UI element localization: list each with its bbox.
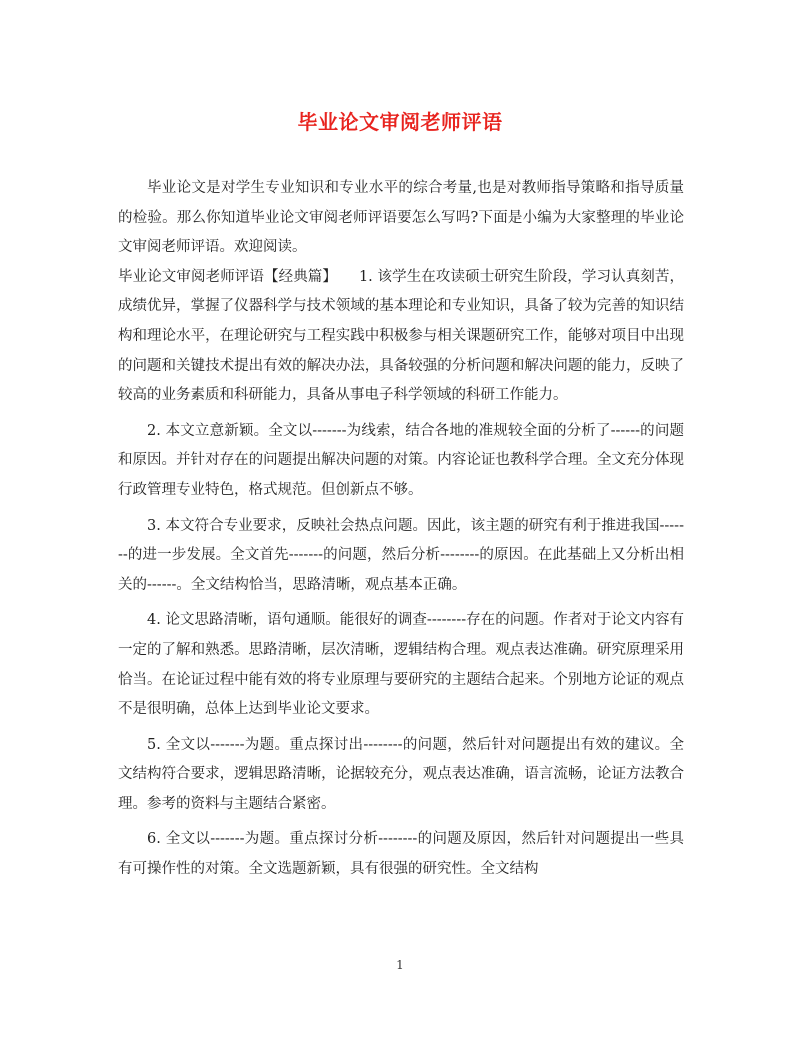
comment-paragraph-5: 5. 全文以-------为题。重点探讨出--------的问题，然后针对问题提出有效的建议。全文结构符合要求，逻辑思路清晰，论据较充分，观点表达准确，语言流畅，论证方法教合理。参考的资料与主题结合紧密。 [118, 736, 684, 812]
comment-paragraph-2: 2. 本文立意新颖。全文以-------为线索，结合各地的准规较全面的分析了------的问题和原因。并针对存在的问题提出解决问题的对策。内容论证也教科学合理。全文充分体现行政管理专业特色，格式规范。但创新点不够。 [118, 422, 684, 498]
page-number: 1 [396, 958, 404, 972]
comment-paragraph-6: 6. 全文以-------为题。重点探讨分析--------的问题及原因，然后针对问题提出一些具有可操作性的对策。全文选题新颖，具有很强的研究性。全文结构 [118, 831, 684, 878]
document-title: 毕业论文审阅老师评语 [297, 110, 503, 134]
document-body [118, 174, 684, 885]
comment-paragraph-3: 3. 本文符合专业要求，反映社会热点问题。因此，该主题的研究有利于推进我国-------的进一步发展。全文首先-------的问题，然后分析--------的原因。在此基础上又分析出相关的------。全文结构恰当，思路清晰，观点基本正确。 [118, 517, 684, 593]
comment-paragraph-1: 毕业论文审阅老师评语【经典篇】 1. 该学生在攻读硕士研究生阶段，学习认真刻苦，成绩优异，掌握了仪器科学与技术领域的基本理论和专业知识，具备了较为完善的知识结构和理论水平，在理论研究与工程实践中积极参与相关课题研究工作，能够对项目中出现的问题和关键技术提出有效的解决办法，具备较强的分析问题和解决问题的能力，反映了较高的业务素质和科研能力，具备从事电子科学领域的科研工作能力。 [118, 268, 684, 404]
comment-paragraph-4: 4. 论文思路清晰，语句通顺。能很好的调查--------存在的问题。作者对于论文内容有一定的了解和熟悉。思路清晰，层次清晰，逻辑结构合理。观点表达准确。研究原理采用恰当。在论证过程中能有效的将专业原理与要研究的主题结合起来。个别地方论证的观点不是很明确，总体上达到毕业论文要求。 [118, 612, 684, 718]
intro-paragraph: 毕业论文是对学生专业知识和专业水平的综合考量,也是对教师指导策略和指导质量的检验。那么你知道毕业论文审阅老师评语要怎么写吗?下面是小编为大家整理的毕业论文审阅老师评语。欢迎阅读。 [118, 180, 684, 256]
